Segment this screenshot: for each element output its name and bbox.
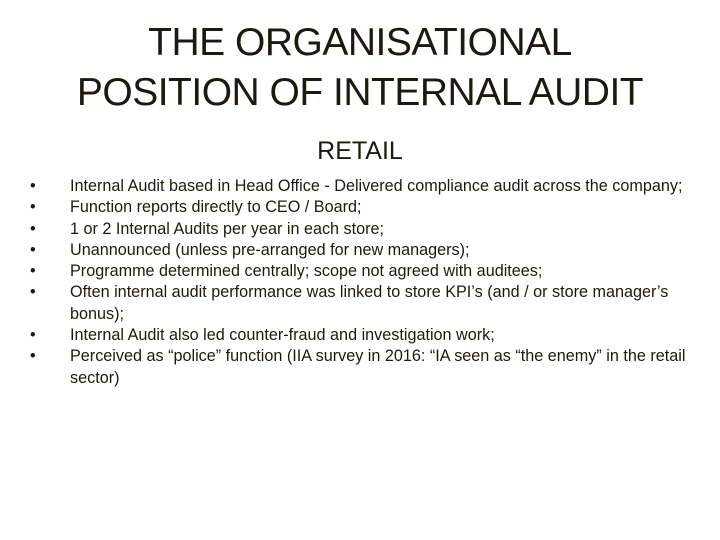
- bullet-marker: •: [30, 283, 36, 302]
- bullet-marker: •: [30, 177, 36, 195]
- bullet-text: 1 or 2 Internal Audits per year in each store;: [70, 219, 385, 238]
- bullet-marker: •: [30, 219, 36, 238]
- bullet-text: Internal Audit based in Head Office - Delivered compliance audit across the company;: [70, 177, 683, 195]
- bullet-text: Often internal audit performance was linked to store KPI’s (and / or store manager’s bonus);: [70, 283, 669, 323]
- bullet-item: [30, 282, 690, 325]
- bullet-item: [30, 325, 690, 346]
- bullet-item: [30, 219, 690, 240]
- subtitle-text: RETAIL: [317, 137, 403, 165]
- bullet-text: Programme determined centrally; scope not agreed with auditees;: [70, 262, 543, 281]
- bullet-item: [30, 176, 690, 197]
- bullet-item: [30, 240, 690, 261]
- bullet-item: [30, 197, 690, 218]
- bullet-item: [30, 261, 690, 282]
- bullet-text: Function reports directly to CEO / Board;: [70, 198, 362, 217]
- bullet-marker: •: [30, 198, 36, 217]
- bullet-marker: •: [30, 347, 36, 366]
- bullet-list: [30, 176, 690, 389]
- bullet-marker: •: [30, 326, 36, 345]
- bullet-marker: •: [30, 262, 36, 281]
- bullet-marker: •: [30, 240, 36, 259]
- slide-title-line-1: THE ORGANISATIONAL: [148, 21, 572, 64]
- slide-title: [40, 18, 680, 118]
- bullet-text: Unannounced (unless pre-arranged for new managers);: [70, 240, 470, 259]
- bullet-text: Perceived as “police” function (IIA survey in 2016: “IA seen as “the enemy” in the retail sector): [70, 347, 686, 387]
- bullet-item: [30, 346, 690, 389]
- slide-title-line-2: POSITION OF INTERNAL AUDIT: [76, 71, 644, 114]
- bullet-text: Internal Audit also led counter-fraud and investigation work;: [70, 326, 495, 345]
- slide-subtitle: [0, 134, 720, 168]
